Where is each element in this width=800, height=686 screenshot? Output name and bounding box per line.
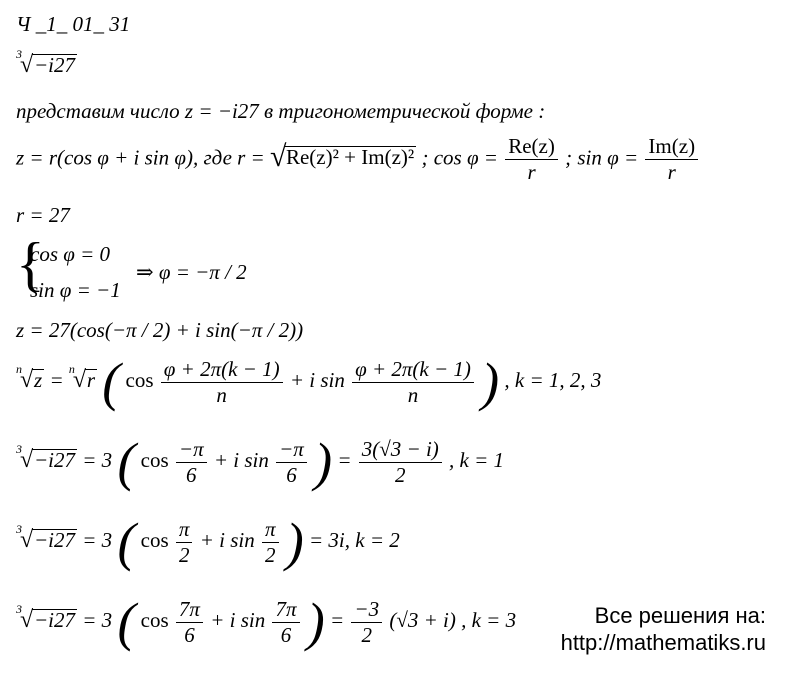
root-line-2 (16, 512, 400, 572)
plus-isin: + i sin (213, 447, 269, 472)
plus-isin: + i sin (289, 367, 345, 392)
radical-sign: √ (20, 606, 34, 633)
denominator: 2 (395, 462, 406, 487)
denominator: 2 (264, 542, 276, 567)
cos-word: cos (140, 447, 169, 472)
formula-lhs: z = r(cos φ + i sin φ), где r = (16, 145, 265, 170)
root-result-fraction (359, 436, 442, 487)
denominator: 6 (280, 622, 292, 647)
root-lhs-radical (16, 521, 77, 553)
root-line-1 (16, 432, 505, 492)
numerator: π (176, 519, 193, 543)
intro-text: представим число z = −i27 в тригонометрической форме : (16, 99, 546, 123)
task-expression (16, 47, 77, 78)
close-paren: ) (314, 432, 333, 492)
sin-numerator: Im(z) (645, 136, 698, 160)
open-paren: ( (102, 352, 121, 412)
radicand: r (86, 367, 96, 392)
denominator: 6 (286, 462, 297, 487)
system-eq2: sin φ = −1 (30, 278, 121, 302)
root-lhs-radical (16, 441, 77, 473)
denominator: 2 (178, 542, 190, 567)
radicand: −i27 (34, 607, 76, 632)
root-line-3 (16, 592, 517, 652)
radicand: −i27 (34, 53, 76, 77)
root-k: , k = 3 (461, 607, 517, 632)
numerator: −3 (351, 599, 382, 623)
numerator: −π (276, 439, 307, 463)
root-cos-fraction (176, 596, 203, 647)
general-lhs-radical (16, 361, 44, 393)
angle-system (16, 231, 316, 306)
radical-index: 3 (16, 521, 22, 536)
radical-index: 3 (16, 441, 22, 456)
root-equals: = (329, 607, 345, 632)
open-paren: ( (117, 512, 136, 572)
root-lhs-radical (16, 601, 77, 633)
cos-word: cos (125, 367, 154, 392)
general-sin-fraction (352, 356, 474, 407)
general-denominator: n (216, 382, 227, 407)
root-cos-fraction (176, 516, 193, 567)
cos-word: cos (140, 607, 169, 632)
cos-numerator: Re(z) (505, 136, 558, 160)
cos-label: ; cos φ = (421, 145, 498, 170)
radical-index: 3 (16, 47, 22, 61)
numerator: π (262, 519, 279, 543)
general-numerator: φ + 2π(k − 1) (161, 359, 283, 383)
general-cos-fraction (161, 356, 283, 407)
close-paren: ) (306, 592, 325, 652)
root-result-fraction (351, 596, 382, 647)
radical-sign: √ (269, 140, 287, 174)
sin-label: ; sin φ = (565, 145, 639, 170)
footer-link[interactable]: http://mathematiks.ru (560, 630, 766, 655)
z-trig-form: z = 27(cos(−π / 2) + i sin(−π / 2)) (16, 318, 304, 342)
general-numerator: φ + 2π(k − 1) (352, 359, 474, 383)
general-denominator: n (407, 382, 419, 407)
close-paren: ) (481, 352, 500, 412)
radical-sign: √ (20, 52, 34, 78)
numerator: 7π (272, 599, 299, 623)
system-eq1: cos φ = 0 (30, 242, 111, 266)
numerator: 3(√3 − i) (359, 439, 442, 463)
radical-index: 3 (16, 601, 22, 616)
cos-word: cos (140, 527, 169, 552)
radicand: −i27 (34, 447, 76, 472)
general-k-values: , k = 1, 2, 3 (504, 367, 602, 392)
footer-caption: Все решения на: (594, 603, 766, 628)
sin-denominator: r (667, 160, 676, 184)
general-root-formula: n √ z = n √ r ( cos $\frac{\varphi + 2\pi(k - 1)}{n}$ + i sin $\frac{\varphi + 2\pi(k - 1)}{n}$ ) , k = 1, 2, 3 (16, 352, 602, 412)
radicand: z (34, 367, 43, 392)
root-k: , k = 2 (344, 527, 400, 552)
root-equals: = (337, 447, 352, 472)
denominator: 6 (184, 622, 195, 647)
problem-id: Ч _1_ 01_ 31 (16, 12, 131, 36)
denominator: 6 (186, 462, 197, 487)
cos-fraction (505, 136, 558, 183)
root-sin-fraction (262, 516, 279, 567)
denominator: 2 (361, 622, 372, 647)
root-k: , k = 1 (449, 447, 505, 472)
numerator: −π (176, 439, 207, 463)
system-brace: { (16, 231, 45, 297)
radical-sign: √ (20, 366, 34, 393)
cos-denominator: r (527, 160, 536, 184)
plus-isin: + i sin (210, 607, 266, 632)
radical-index: n (68, 361, 75, 376)
open-paren: ( (117, 432, 136, 492)
system-result: ⇒ φ = −π / 2 (136, 260, 247, 284)
radical-sign: √ (20, 446, 34, 473)
plus-isin: + i sin (199, 527, 255, 552)
root-coef: = 3 (82, 527, 113, 552)
root-coef: = 3 (82, 447, 113, 472)
root-equals: = 3i (308, 527, 345, 552)
numerator: 7π (176, 599, 203, 623)
close-paren: ) (285, 512, 304, 572)
open-paren: ( (117, 592, 136, 652)
radical-index: n (16, 361, 22, 376)
root-coef: = 3 (82, 607, 113, 632)
radicand: −i27 (34, 527, 76, 552)
root-sin-fraction (272, 596, 299, 647)
root-result-tail: (√3 + i) (389, 607, 456, 632)
trig-form-formula (16, 136, 700, 183)
radical-sign: √ (20, 526, 34, 553)
modulus-value: r = 27 (16, 203, 70, 227)
radical-sign: √ (72, 366, 87, 393)
root-sin-fraction (276, 436, 307, 487)
general-rhs-radical (68, 361, 97, 393)
modulus-radicand: Re(z)² + Im(z)² (285, 145, 415, 170)
sin-fraction (645, 136, 698, 183)
task-radical (16, 47, 77, 78)
modulus-radical (269, 140, 416, 174)
root-cos-fraction (176, 436, 207, 487)
